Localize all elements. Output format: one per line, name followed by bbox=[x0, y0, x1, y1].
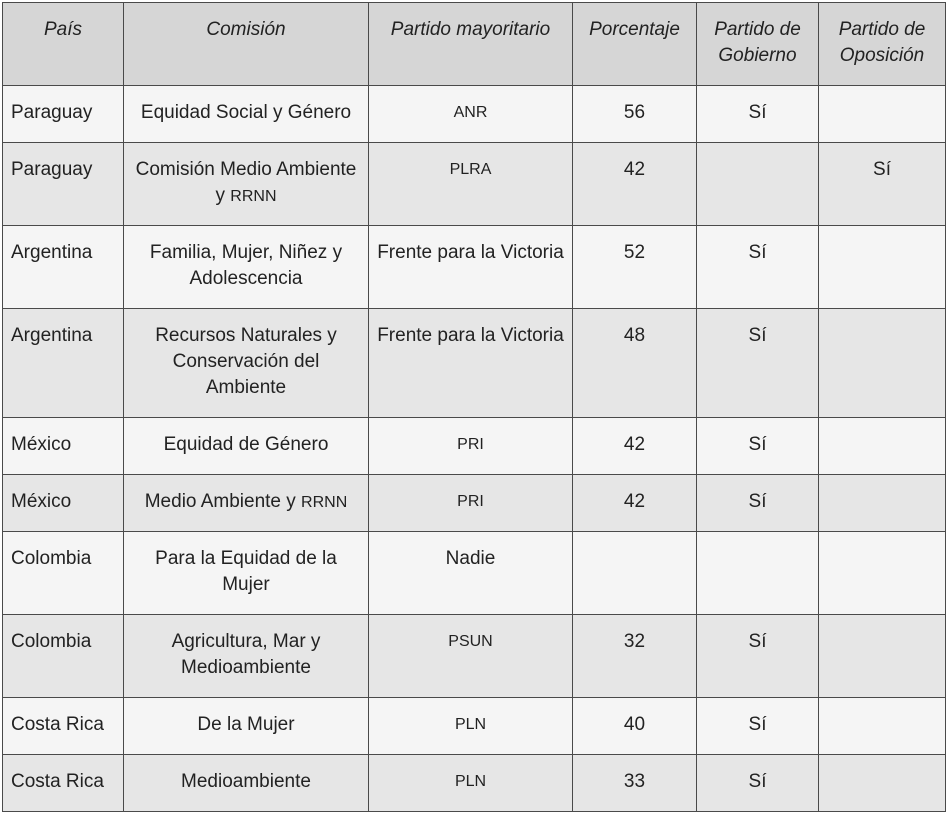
header-row bbox=[3, 3, 946, 86]
country-cell: Argentina bbox=[3, 309, 124, 418]
party-cell: PSUN bbox=[369, 615, 573, 698]
commission-cell bbox=[124, 226, 369, 309]
party-cell: PLN bbox=[369, 698, 573, 755]
percentage-cell: 52 bbox=[573, 226, 697, 309]
party-cell: PRI bbox=[369, 418, 573, 475]
country-cell: Paraguay bbox=[3, 143, 124, 226]
country-cell: Colombia bbox=[3, 615, 124, 698]
party-cell: Nadie bbox=[369, 532, 573, 615]
opposition-cell bbox=[819, 755, 946, 812]
commission-cell bbox=[124, 309, 369, 418]
commission-text: Agricultura, Mar y Medioambiente bbox=[171, 631, 321, 678]
commission-cell bbox=[124, 532, 369, 615]
percentage-cell bbox=[573, 532, 697, 615]
commission-text: Comisión Medio Ambiente y bbox=[135, 159, 357, 206]
party-cell: PLN bbox=[369, 755, 573, 812]
table-row bbox=[3, 698, 946, 755]
government-cell: Sí bbox=[697, 86, 819, 143]
table-row bbox=[3, 755, 946, 812]
table-row bbox=[3, 309, 946, 418]
commission-text: Equidad de Género bbox=[163, 434, 329, 455]
commission-text: De la Mujer bbox=[197, 714, 295, 735]
opposition-cell bbox=[819, 475, 946, 532]
government-cell: Sí bbox=[697, 475, 819, 532]
commission-cell bbox=[124, 755, 369, 812]
table-row bbox=[3, 143, 946, 226]
government-cell: Sí bbox=[697, 309, 819, 418]
party-cell: ANR bbox=[369, 86, 573, 143]
commission-cell bbox=[124, 698, 369, 755]
country-cell: Costa Rica bbox=[3, 698, 124, 755]
commission-text: Equidad Social y Género bbox=[140, 102, 352, 123]
percentage-cell: 32 bbox=[573, 615, 697, 698]
percentage-cell: 42 bbox=[573, 418, 697, 475]
commission-cell bbox=[124, 86, 369, 143]
opposition-cell bbox=[819, 418, 946, 475]
header-government-party: Partido de Gobierno bbox=[697, 3, 819, 86]
table-row bbox=[3, 615, 946, 698]
government-cell: Sí bbox=[697, 418, 819, 475]
table-row bbox=[3, 532, 946, 615]
header-majority-party: Partido mayoritario bbox=[369, 3, 573, 86]
opposition-cell bbox=[819, 615, 946, 698]
commission-cell bbox=[124, 475, 369, 532]
government-cell: Sí bbox=[697, 755, 819, 812]
percentage-cell: 42 bbox=[573, 143, 697, 226]
opposition-cell: Sí bbox=[819, 143, 946, 226]
header-commission: Comisión bbox=[124, 3, 369, 86]
percentage-cell: 33 bbox=[573, 755, 697, 812]
table-row bbox=[3, 475, 946, 532]
table-row bbox=[3, 226, 946, 309]
table-row bbox=[3, 418, 946, 475]
government-cell bbox=[697, 532, 819, 615]
percentage-cell: 56 bbox=[573, 86, 697, 143]
party-cell: PLRA bbox=[369, 143, 573, 226]
opposition-cell bbox=[819, 86, 946, 143]
commission-acronym: RRNN bbox=[301, 494, 348, 511]
country-cell: Argentina bbox=[3, 226, 124, 309]
percentage-cell: 42 bbox=[573, 475, 697, 532]
commission-text: Para la Equidad de la Mujer bbox=[155, 548, 337, 595]
commission-text: Familia, Mujer, Niñez y Adolescencia bbox=[149, 242, 343, 289]
party-cell: Frente para la Victoria bbox=[369, 309, 573, 418]
opposition-cell bbox=[819, 309, 946, 418]
header-percentage: Porcentaje bbox=[573, 3, 697, 86]
commission-cell bbox=[124, 615, 369, 698]
header-opposition-party: Partido de Oposición bbox=[819, 3, 946, 86]
party-cell: PRI bbox=[369, 475, 573, 532]
party-cell: Frente para la Victoria bbox=[369, 226, 573, 309]
country-cell: México bbox=[3, 475, 124, 532]
percentage-cell: 40 bbox=[573, 698, 697, 755]
opposition-cell bbox=[819, 226, 946, 309]
commission-text: Recursos Naturales y Conservación del Ambiente bbox=[155, 325, 337, 398]
government-cell: Sí bbox=[697, 698, 819, 755]
country-cell: México bbox=[3, 418, 124, 475]
government-cell: Sí bbox=[697, 615, 819, 698]
percentage-cell: 48 bbox=[573, 309, 697, 418]
commission-acronym: RRNN bbox=[230, 188, 277, 205]
government-cell bbox=[697, 143, 819, 226]
commissions-table bbox=[2, 2, 946, 812]
opposition-cell bbox=[819, 698, 946, 755]
commission-cell bbox=[124, 418, 369, 475]
header-country: País bbox=[3, 3, 124, 86]
country-cell: Costa Rica bbox=[3, 755, 124, 812]
country-cell: Colombia bbox=[3, 532, 124, 615]
commission-text: Medioambiente bbox=[181, 771, 311, 792]
country-cell: Paraguay bbox=[3, 86, 124, 143]
commission-text: Medio Ambiente y bbox=[144, 491, 302, 512]
opposition-cell bbox=[819, 532, 946, 615]
government-cell: Sí bbox=[697, 226, 819, 309]
commission-cell bbox=[124, 143, 369, 226]
table-row bbox=[3, 86, 946, 143]
